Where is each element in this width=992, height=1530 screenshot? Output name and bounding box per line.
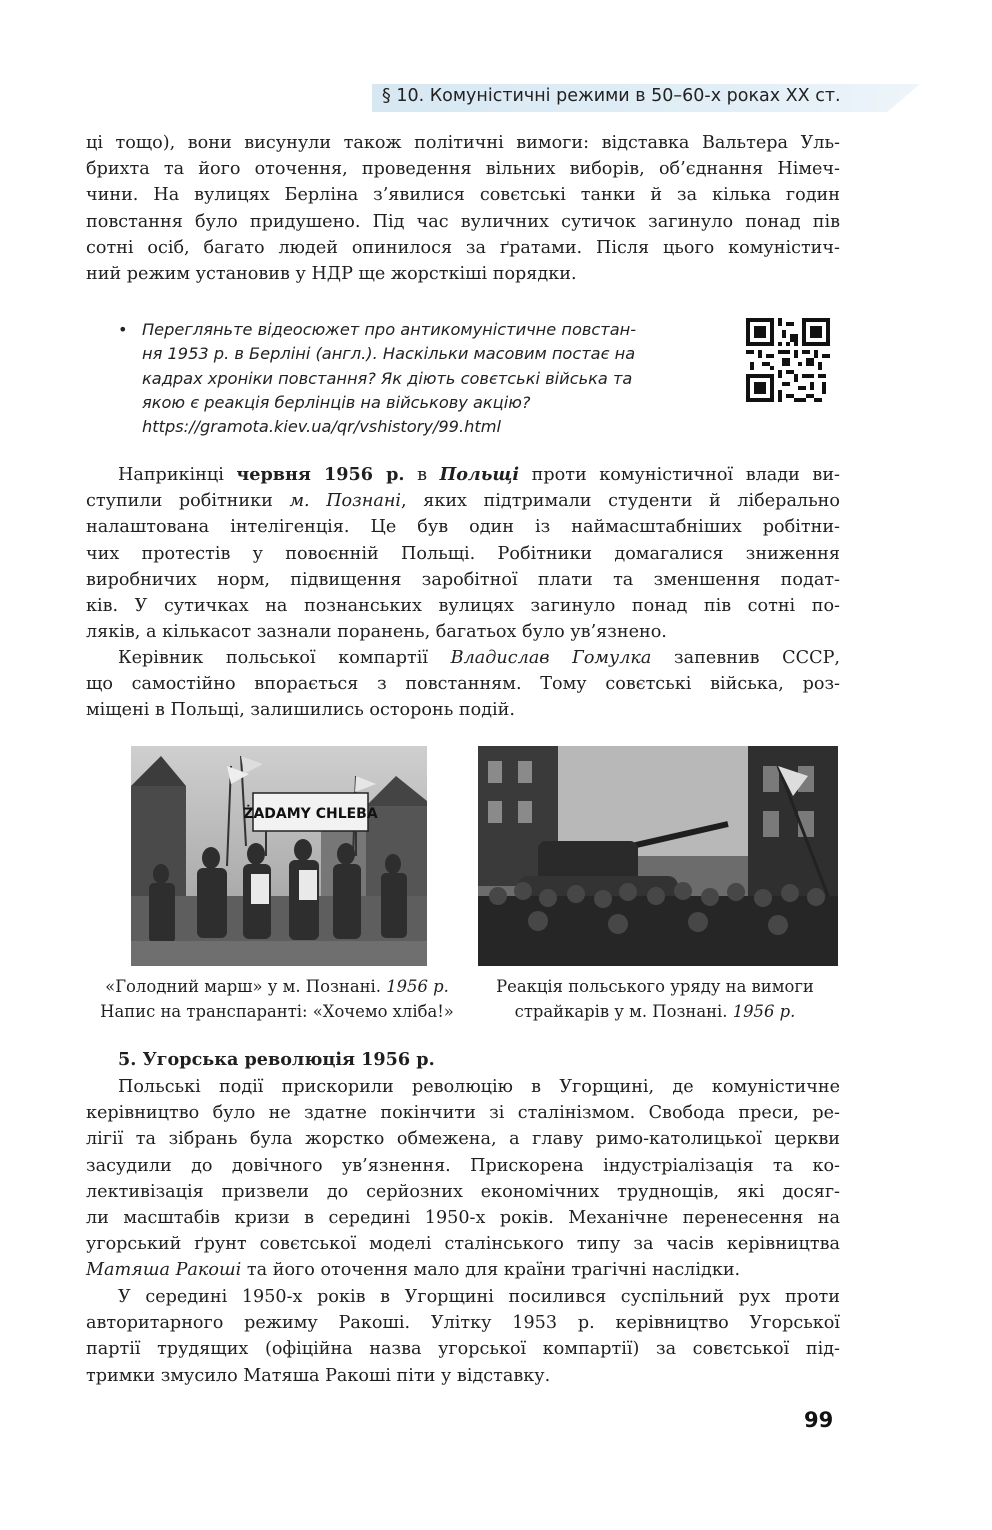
text-span: в	[404, 465, 440, 485]
task-line: ня 1953 р. в Берліні (англ.). Наскільки масовим постає на	[142, 344, 636, 364]
page-number: 99	[804, 1408, 834, 1432]
text-span: Керівник польської компартії	[118, 648, 451, 668]
text-span: страйкарів у м. Познані.	[514, 1001, 733, 1021]
banner-text: ŻADAMY CHLEBA	[243, 806, 378, 822]
text-line: міщені в Польщі, залишились осторонь подій.	[86, 700, 516, 721]
text-line: угорський ґрунт совєтської моделі сталінського типу за часів керівництва	[86, 1234, 840, 1255]
text-span: запевнив СССР,	[651, 648, 840, 668]
paragraph-gomulka	[86, 645, 840, 724]
section-title: § 10. Комуністичні режими в 50–60-х роках ХХ ст.	[382, 86, 841, 106]
heading-text	[86, 1047, 840, 1073]
text-line: У середині 1950-х років в Угорщині посилився суспільний рух проти	[118, 1287, 840, 1307]
text-line: тримки змусило Матяша Ракоші піти у відставку.	[86, 1365, 551, 1386]
caption-year: 1956 р.	[732, 1001, 796, 1021]
task-line: Перегляньте відеосюжет про антикомуністичне повстан-	[142, 320, 637, 339]
text-line	[86, 645, 840, 671]
bullet-icon: •	[118, 320, 128, 339]
photo-hunger-march	[131, 746, 427, 966]
paragraph-poznan	[86, 462, 840, 645]
text-line: ляків, а кількасот зазнали поранень, багатьох було ув’язнено.	[86, 622, 667, 643]
text-line: брихта та його оточення, проведення вільних виборів, об’єднання Німеч-	[86, 159, 840, 180]
task-line: якою є реакція берлінців на військову акцію?	[142, 392, 531, 412]
heading-label: 5. Угорська революція 1956 р.	[118, 1049, 435, 1070]
bold-date: червня 1956 р.	[236, 464, 405, 485]
text-line: що самостійно впорається з повстанням. Тому совєтські війська, роз-	[86, 674, 840, 695]
text-line	[86, 488, 840, 514]
text-line: засудили до довічного ув’язнення. Прискорена індустріалізація та ко-	[86, 1155, 840, 1176]
task-link[interactable]: https://gramota.kiev.ua/qr/vshistory/99.html	[142, 417, 501, 437]
caption-line: Напис на транспаранті: «Хочемо хліба!»	[100, 1001, 454, 1021]
text-line: чих протестів у повоєнній Польщі. Робітники домагалися зниження	[86, 543, 840, 564]
paragraph-hungary	[86, 1074, 840, 1284]
qr-code-icon[interactable]	[746, 318, 830, 402]
caption-year: 1956 р.	[386, 977, 449, 996]
text-line: ли масштабів кризи в середині 1950-х років. Механічне перенесення на	[86, 1207, 840, 1228]
text-line: ків. У сутичках на познанських вулицях загинуло понад пів сотні по-	[86, 595, 840, 616]
caption-right	[470, 975, 840, 1024]
text-span: Наприкінці	[118, 465, 237, 485]
italic-name: Владислав Гомулка	[450, 648, 652, 668]
text-line: виробничих норм, підвищення заробітної плати та зменшення подат-	[86, 569, 840, 590]
paragraph-berlin	[86, 130, 840, 287]
text-line: ний режим установив у НДР ще жорсткіші порядки.	[86, 263, 577, 284]
text-line: Польські події прискорили революцію в Угорщині, де комуністичне	[118, 1077, 840, 1097]
task-line: кадрах хроніки повстання? Як діють совєтські війська та	[142, 368, 633, 388]
text-line: лективізація призвели до серйозних економічних труднощів, які досяг-	[86, 1181, 840, 1202]
text-span: , яких підтримали студенти й ліберально	[401, 491, 841, 512]
text-line: сотні осіб, багато людей опинилося за ґратами. Після цього комуністич-	[86, 237, 840, 258]
text-line: налаштована інтелігенція. Це був один із наймасштабніших робітни-	[86, 517, 840, 538]
text-line	[86, 1257, 840, 1283]
text-line: повстання було придушено. Під час вуличних сутичок загинуло понад пів	[86, 211, 840, 232]
text-line: чини. На вулицях Берліна з’явилися совєтські танки й за кілька годин	[86, 185, 840, 206]
text-line: лігії та зібрань була жорстко обмежена, а главу римо-католицької церкви	[86, 1129, 840, 1150]
text-line: керівництво було не здатне покінчити зі сталінізмом. Свобода преси, ре-	[86, 1103, 840, 1124]
text-span: «Голодний марш» у м. Познані.	[105, 977, 387, 996]
text-span: та його оточення мало для країни трагічні наслідки.	[241, 1260, 741, 1281]
italic-name: Матяша Ракоші	[86, 1260, 242, 1281]
section-heading	[86, 1047, 840, 1073]
text-line: партії трудящих (офіційна назва угорської компартії) за совєтської під-	[86, 1339, 840, 1360]
paragraph-rakosi	[86, 1284, 840, 1389]
text-line: ці тощо), вони висунули також політичні вимоги: відставка Вальтера Уль-	[86, 133, 840, 153]
caption-line: Реакція польського уряду на вимоги	[496, 977, 814, 996]
text-line: авторитарного режиму Ракоші. Улітку 1953 р. керівництво Угорської	[86, 1313, 840, 1334]
text-line	[86, 462, 840, 488]
bold-italic-country: Польщі	[439, 464, 520, 485]
caption-line	[470, 1000, 840, 1025]
text-span: проти комуністичної влади ви-	[519, 465, 840, 485]
photo-tank-crowd	[478, 746, 838, 966]
caption-left	[86, 975, 468, 1024]
italic-city: м. Познані	[289, 491, 402, 512]
text-span: ступили робітники	[86, 491, 290, 512]
caption-line	[86, 975, 468, 1000]
